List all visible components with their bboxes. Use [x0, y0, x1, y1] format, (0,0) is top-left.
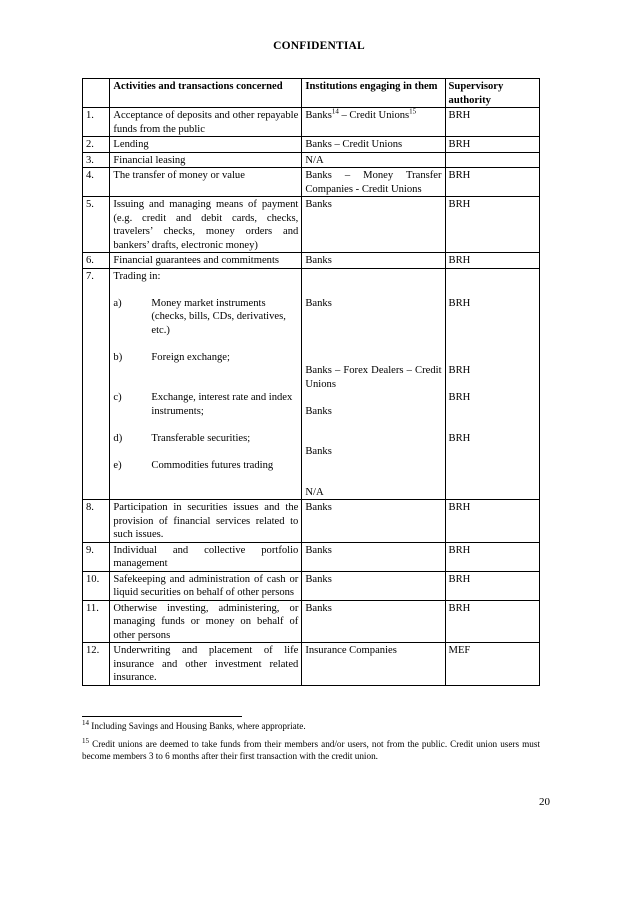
row-activity: Underwriting and placement of life insurance and other investment related insurance.: [110, 643, 302, 686]
institution-text: – Credit Unions: [338, 110, 410, 121]
row-activity: Acceptance of deposits and other repayable funds from the public: [110, 108, 302, 137]
institution-text: Banks: [305, 110, 332, 121]
row-activity: Lending: [110, 137, 302, 153]
row-number: 5.: [83, 197, 110, 253]
table-header-row: [83, 79, 540, 108]
table-row: [83, 108, 540, 137]
row-authority: [445, 268, 539, 500]
page-header: CONFIDENTIAL: [273, 40, 365, 52]
row-authority: MEF: [445, 643, 539, 686]
row-number: 6.: [83, 253, 110, 269]
row-activity: The transfer of money or value: [110, 168, 302, 197]
trading-item: [113, 297, 298, 338]
table-row: [83, 168, 540, 197]
row-activity: [110, 268, 302, 500]
row-authority: BRH: [445, 137, 539, 153]
trading-title: Trading in:: [113, 270, 161, 282]
row-institutions: [302, 108, 445, 137]
item-text: Foreign exchange;: [151, 351, 230, 363]
footnote-text: Including Savings and Housing Banks, where appropriate.: [91, 721, 306, 731]
row-activity: Financial leasing: [110, 152, 302, 168]
row-activity: Issuing and managing means of payment (e.g. credit and debit cards, checks, travelers’ checks, money orders and bankers’ drafts, electronic money): [110, 197, 302, 253]
footnotes: [82, 716, 540, 768]
institution-text: N/A: [305, 486, 324, 498]
row-institutions: Banks: [302, 253, 445, 269]
row-number: 10.: [83, 571, 110, 600]
footnote-mark: 14: [82, 718, 89, 727]
row-activity: Financial guarantees and commitments: [110, 253, 302, 269]
activities-table: [82, 78, 540, 686]
item-text: Commodities futures trading: [151, 459, 274, 471]
row-authority: BRH: [445, 168, 539, 197]
footnote-mark: 15: [82, 736, 89, 745]
header-activities: Activities and transactions concerned: [110, 79, 302, 108]
authority-text: BRH: [448, 392, 471, 403]
row-number: 8.: [83, 500, 110, 543]
trading-item: [113, 459, 298, 473]
table-row: [83, 600, 540, 643]
table-row: [83, 500, 540, 543]
row-authority: BRH: [445, 571, 539, 600]
footnote-ref: 15: [409, 107, 417, 116]
row-number: 12.: [83, 643, 110, 686]
row-number: 4.: [83, 168, 110, 197]
row-institutions: Insurance Companies: [302, 643, 445, 686]
row-institutions: Banks – Credit Unions: [302, 137, 445, 153]
item-label: a): [113, 297, 122, 309]
header-institutions: Institutions engaging in them: [302, 79, 445, 108]
trading-item: [113, 391, 298, 418]
footnote: [82, 738, 540, 762]
row-activity: Participation in securities issues and the provision of financial services related to such issues.: [110, 500, 302, 543]
row-institutions: Banks: [302, 600, 445, 643]
institution-text: Banks: [305, 297, 332, 309]
row-authority: [445, 152, 539, 168]
row-authority: BRH: [445, 500, 539, 543]
row-institutions: [302, 268, 445, 500]
footnote-text: Credit unions are deemed to take funds from their members and/or users, not from the public. Credit union users must become members 3 to 6 months after their first transaction with the credit union.: [82, 739, 540, 761]
row-authority: BRH: [445, 108, 539, 137]
authority-text: BRH: [448, 365, 471, 376]
header-supervisory: Supervisory authority: [445, 79, 539, 108]
item-label: c): [113, 392, 122, 403]
table-row: [83, 571, 540, 600]
item-label: b): [113, 351, 123, 363]
row-number: 7.: [83, 268, 110, 500]
row-institutions: Banks – Money Transfer Companies - Credit Unions: [302, 168, 445, 197]
row-authority: BRH: [445, 600, 539, 643]
row-institutions: Banks: [302, 500, 445, 543]
item-label: e): [113, 459, 122, 471]
header-number: [83, 79, 110, 108]
row-number: 2.: [83, 137, 110, 153]
table-row: [83, 643, 540, 686]
table-row: [83, 152, 540, 168]
footnote: [82, 720, 540, 732]
page-number: 20: [539, 796, 550, 808]
row-number: 1.: [83, 108, 110, 137]
institution-text: Banks: [305, 446, 332, 457]
trading-item: [113, 351, 298, 365]
trading-item: [113, 432, 298, 446]
authority-text: BRH: [448, 432, 471, 444]
row-institutions: Banks: [302, 542, 445, 571]
table-row: [83, 197, 540, 253]
item-text: Exchange, interest rate and index instruments;: [151, 392, 293, 417]
row-authority: BRH: [445, 197, 539, 253]
table-row: [83, 542, 540, 571]
footnote-divider: [82, 716, 242, 717]
footnote-ref: 14: [331, 107, 339, 116]
row-institutions: N/A: [302, 152, 445, 168]
item-label: d): [113, 432, 123, 444]
institution-text: Banks: [305, 405, 332, 417]
row-activity: Individual and collective portfolio management: [110, 542, 302, 571]
row-activity: Otherwise investing, administering, or managing funds or money on behalf of other persons: [110, 600, 302, 643]
row-institutions: Banks: [302, 571, 445, 600]
item-text: Money market instruments (checks, bills, CDs, derivatives, etc.): [151, 297, 286, 336]
row-institutions: Banks: [302, 197, 445, 253]
row-authority: BRH: [445, 253, 539, 269]
row-number: 3.: [83, 152, 110, 168]
item-text: Transferable securities;: [151, 432, 251, 444]
institution-text: Banks – Forex Dealers – Credit Unions: [305, 365, 442, 390]
row-number: 11.: [83, 600, 110, 643]
authority-text: BRH: [448, 297, 471, 309]
row-authority: BRH: [445, 542, 539, 571]
row-number: 9.: [83, 542, 110, 571]
table-row: [83, 137, 540, 153]
row-activity: Safekeeping and administration of cash or liquid securities on behalf of other persons: [110, 571, 302, 600]
table-row: [83, 253, 540, 269]
table-row-trading: [83, 268, 540, 500]
